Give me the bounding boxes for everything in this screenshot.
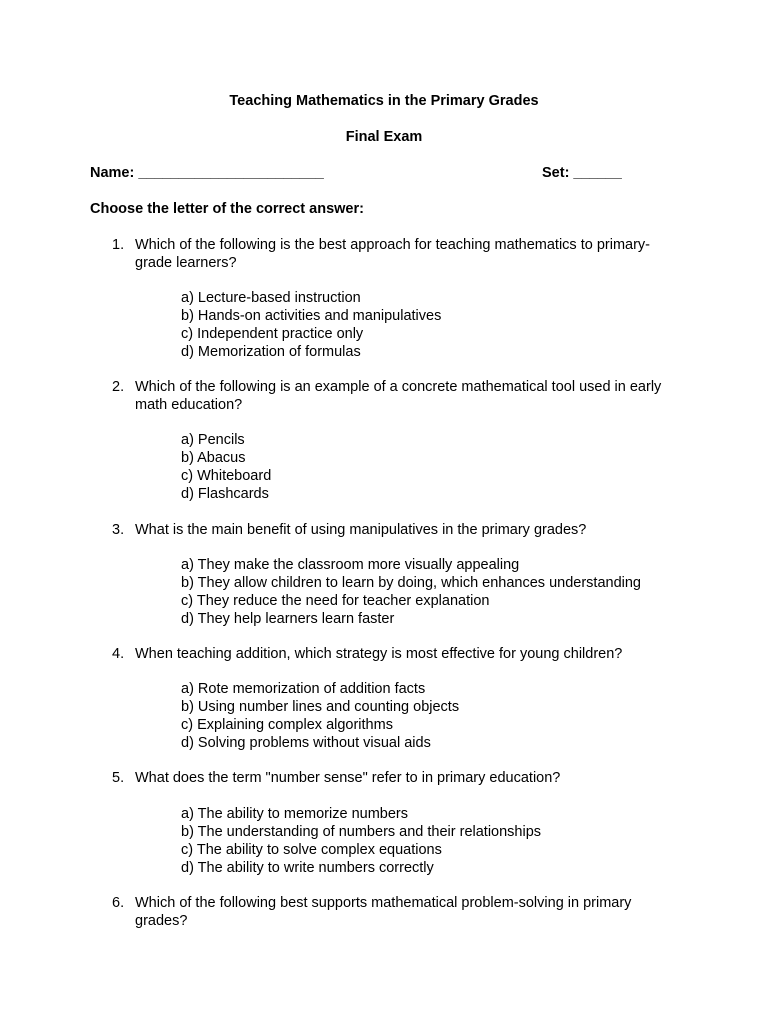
question-number: 4. (112, 646, 125, 662)
option-a: a) They make the classroom more visually appealing (181, 557, 520, 573)
question-1 (112, 236, 672, 272)
option-a: a) Pencils (181, 432, 245, 448)
instructions: Choose the letter of the correct answer: (90, 201, 364, 217)
question-3 (112, 521, 672, 539)
option-d: d) They help learners learn faster (181, 611, 395, 627)
question-text: Which of the following is the best approach for teaching mathematics to primary-grade learners? (135, 237, 650, 271)
question-number: 6. (112, 895, 125, 911)
question-3-options (181, 556, 641, 628)
question-text: Which of the following best supports mathematical problem-solving in primary grades? (135, 895, 632, 929)
question-text: When teaching addition, which strategy is most effective for young children? (135, 646, 623, 662)
question-2-options (181, 431, 271, 503)
option-c: c) The ability to solve complex equations (181, 842, 442, 858)
question-1-options (181, 289, 441, 361)
question-text: What is the main benefit of using manipulatives in the primary grades? (135, 522, 587, 538)
option-a: a) The ability to memorize numbers (181, 806, 408, 822)
question-5-options (181, 805, 541, 877)
question-number: 3. (112, 522, 125, 538)
option-c: c) They reduce the need for teacher explanation (181, 593, 490, 609)
option-b: b) Using number lines and counting objects (181, 699, 460, 715)
option-d: d) Flashcards (181, 486, 269, 502)
option-b: b) The understanding of numbers and their relationships (181, 824, 542, 840)
question-number: 5. (112, 770, 125, 786)
question-2 (112, 378, 672, 414)
name-field: Name: _______________________ (90, 165, 324, 181)
option-a: a) Lecture-based instruction (181, 290, 361, 306)
question-text: Which of the following is an example of a concrete mathematical tool used in early math education? (135, 379, 662, 413)
option-c: c) Independent practice only (181, 326, 364, 342)
option-d: d) The ability to write numbers correctly (181, 860, 434, 876)
option-b: b) Abacus (181, 450, 246, 466)
option-a: a) Rote memorization of addition facts (181, 681, 426, 697)
question-number: 2. (112, 379, 125, 395)
question-6 (112, 894, 672, 930)
option-b: b) They allow children to learn by doing, which enhances understanding (181, 575, 641, 591)
question-5 (112, 769, 672, 787)
question-number: 1. (112, 237, 125, 253)
document-title: Teaching Mathematics in the Primary Grades (229, 93, 539, 109)
question-4-options (181, 680, 459, 752)
question-text: What does the term "number sense" refer to in primary education? (135, 770, 561, 786)
set-field: Set: ______ (542, 165, 622, 181)
option-c: c) Whiteboard (181, 468, 272, 484)
question-4 (112, 645, 672, 663)
option-d: d) Solving problems without visual aids (181, 735, 431, 751)
option-b: b) Hands-on activities and manipulatives (181, 308, 442, 324)
document-subtitle: Final Exam (345, 129, 423, 145)
option-c: c) Explaining complex algorithms (181, 717, 393, 733)
option-d: d) Memorization of formulas (181, 344, 361, 360)
